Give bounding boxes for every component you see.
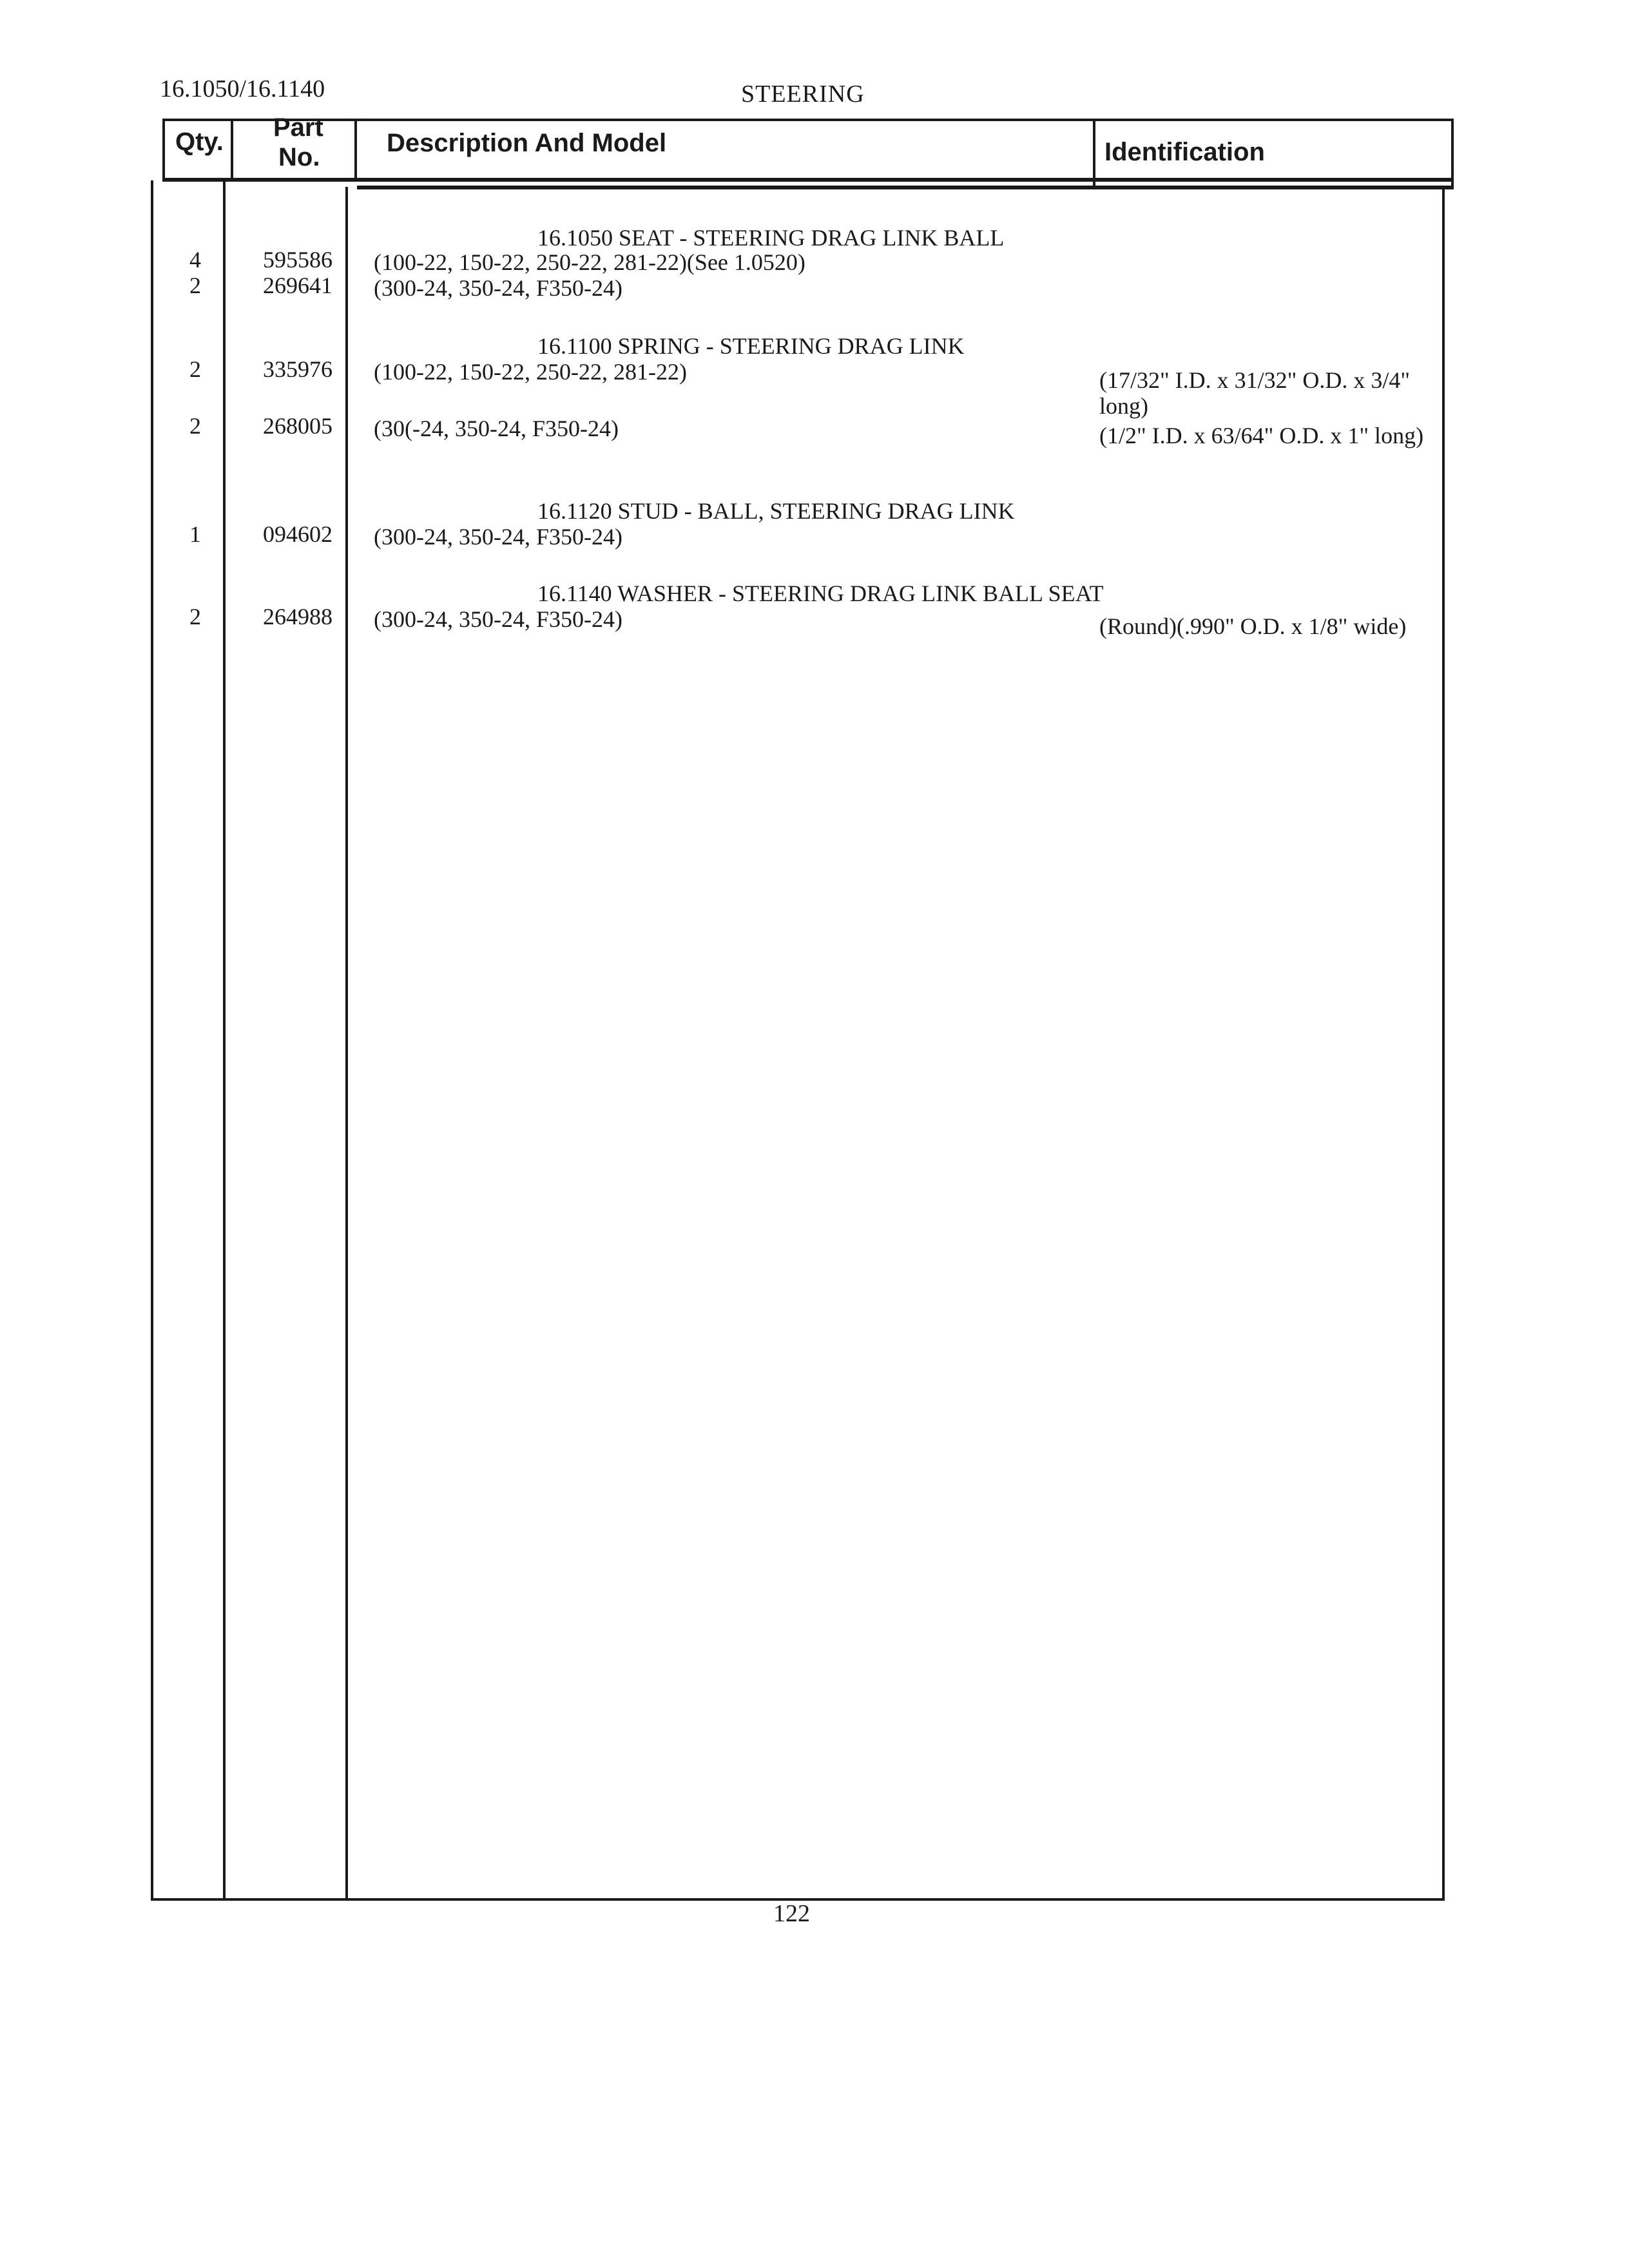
part-number-cell: 268005 (263, 413, 333, 439)
part-number-cell: 595586 (263, 247, 333, 273)
qty-cell: 2 (189, 273, 201, 298)
identification-cell: (Round)(.990" O.D. x 1/8" wide) (1099, 613, 1407, 639)
header-box-right (1451, 119, 1454, 189)
group-heading: 16.1100 SPRING - STEERING DRAG LINK (537, 333, 965, 359)
qty-cell: 4 (189, 247, 201, 273)
section-title: STEERING (741, 81, 865, 108)
header-divider-desc (1093, 119, 1095, 187)
part-number-cell: 335976 (263, 356, 333, 382)
description-cell: (100-22, 150-22, 250-22, 281-22) (374, 359, 687, 385)
qty-cell: 2 (189, 356, 201, 382)
header-box-left (162, 119, 165, 180)
header-divider-qty (231, 119, 233, 180)
identification-cell: (1/2" I.D. x 63/64" O.D. x 1" long) (1099, 423, 1424, 448)
col-description-header: Description And Model (387, 129, 667, 157)
description-cell: (30(-24, 350-24, F350-24) (374, 416, 619, 441)
col-part-header-line1: Part (273, 113, 323, 142)
part-number-cell: 094602 (263, 521, 333, 547)
body-qty-divider (223, 180, 226, 1901)
identification-cell: (17/32" I.D. x 31/32" O.D. x 3/4" long) (1099, 367, 1411, 419)
description-cell: (100-22, 150-22, 250-22, 281-22)(See 1.0520) (374, 249, 805, 275)
page-number: 122 (773, 1900, 810, 1927)
group-heading: 16.1120 STUD - BALL, STEERING DRAG LINK (537, 498, 1015, 524)
group-heading: 16.1140 WASHER - STEERING DRAG LINK BALL SEAT (537, 581, 1104, 606)
qty-cell: 1 (189, 521, 201, 547)
col-identification-header: Identification (1104, 138, 1265, 166)
description-cell: (300-24, 350-24, F350-24) (374, 524, 622, 550)
col-part-header-line2: No. (278, 143, 320, 171)
description-cell: (300-24, 350-24, F350-24) (374, 606, 622, 632)
part-number-cell: 269641 (263, 273, 333, 298)
body-part-divider (345, 187, 348, 1901)
body-left-border (151, 180, 153, 1901)
part-number-cell: 264988 (263, 604, 333, 629)
header-divider-part (354, 119, 357, 180)
qty-cell: 2 (189, 413, 201, 439)
section-range: 16.1050/16.1140 (160, 75, 325, 102)
col-qty-header: Qty. (175, 128, 224, 156)
group-heading: 16.1050 SEAT - STEERING DRAG LINK BALL (537, 225, 1005, 251)
desc-header-underline (357, 186, 1454, 189)
description-cell: (300-24, 350-24, F350-24) (374, 275, 622, 301)
qty-cell: 2 (189, 604, 201, 629)
